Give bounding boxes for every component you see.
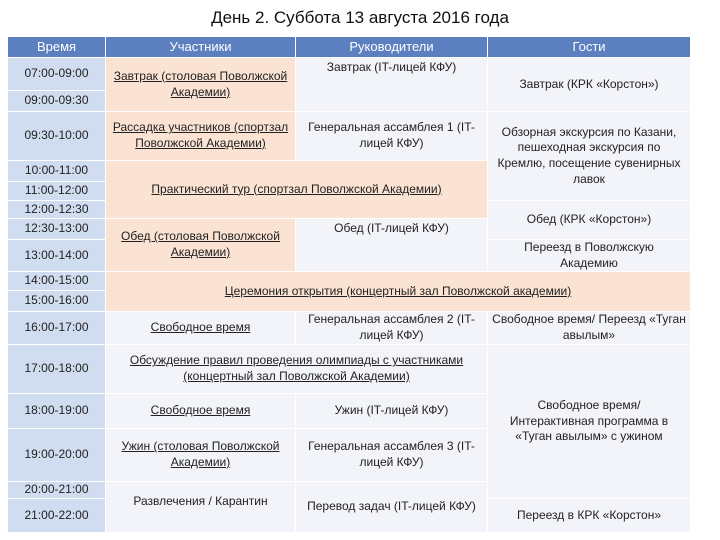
time-cell: 12:00-12:30 [8,201,105,218]
guests-transfer-academy: Переезд в Поволжскую Академию [488,240,690,271]
leaders-assembly-3: Генеральная ассамблея 3 (IT-лицей КФУ) [296,429,487,481]
header-guests: Гости [488,37,690,57]
rules-discussion: Обсуждение правил проведения олимпиады с участниками (концертный зал Поволжской Академии) [106,345,487,393]
time-cell: 15:00-16:00 [8,291,105,311]
header-participants: Участники [106,37,295,57]
participants-entertainment: Развлечения / Карантин [106,482,295,532]
leaders-breakfast: Завтрак (IT-лицей КФУ) [296,58,487,111]
time-cell: 07:00-09:00 [8,58,105,90]
participants-breakfast: Завтрак (столовая Поволжской Академии) [106,58,295,111]
time-cell: 10:00-11:00 [8,161,105,181]
time-cell: 11:00-12:00 [8,182,105,200]
leaders-lunch: Обед (IT-лицей КФУ) [296,219,487,271]
guests-tour: Обзорная экскурсия по Казани, пешеходная экскурсия по Кремлю, посещение сувенирных лавок [488,112,690,200]
guests-transfer-korston: Переезд в КРК «Корстон» [488,499,690,532]
time-cell: 16:00-17:00 [8,312,105,344]
time-cell: 09:00-09:30 [8,91,105,111]
time-cell: 18:00-19:00 [8,394,105,428]
time-cell: 19:00-20:00 [8,429,105,481]
guests-free-time: Свободное время/ Переезд «Туган авылым» [488,312,690,344]
time-cell: 14:00-15:00 [8,272,105,290]
leaders-assembly-2: Генеральная ассамблея 2 (IT-лицей КФУ) [296,312,487,344]
participants-seating: Рассадка участников (спортзал Поволжской Академии) [106,112,295,160]
participants-lunch: Обед (столовая Поволжской Академии) [106,219,295,271]
guests-breakfast: Завтрак (КРК «Корстон») [488,58,690,111]
leaders-assembly-1: Генеральная ассамблея 1 (IT-лицей КФУ) [296,112,487,160]
page-title: День 2. Суббота 13 августа 2016 года [211,8,509,27]
time-cell: 20:00-21:00 [8,482,105,498]
time-cell: 17:00-18:00 [8,345,105,393]
header-time: Время [8,37,105,57]
practice-tour: Практический тур (спортзал Поволжской Академии) [106,161,487,218]
time-cell: 12:30-13:00 [8,219,105,239]
time-cell: 21:00-22:00 [8,499,105,532]
leaders-translation: Перевод задач (IT-лицей КФУ) [296,482,487,532]
opening-ceremony: Церемония открытия (концертный зал Поволжской академии) [106,272,690,311]
participants-free-time: Свободное время [106,312,295,344]
leaders-dinner: Ужин (IT-лицей КФУ) [296,394,487,428]
header-leaders: Руководители [296,37,487,57]
time-cell: 13:00-14:00 [8,240,105,271]
guests-lunch: Обед (КРК «Корстон») [488,201,690,239]
participants-dinner: Ужин (столовая Поволжской Академии) [106,429,295,481]
time-cell: 09:30-10:00 [8,112,105,160]
guests-interactive-program: Свободное время/ Интерактивная программа в «Туган авылым» с ужином [488,345,690,498]
participants-free-time: Свободное время [106,394,295,428]
